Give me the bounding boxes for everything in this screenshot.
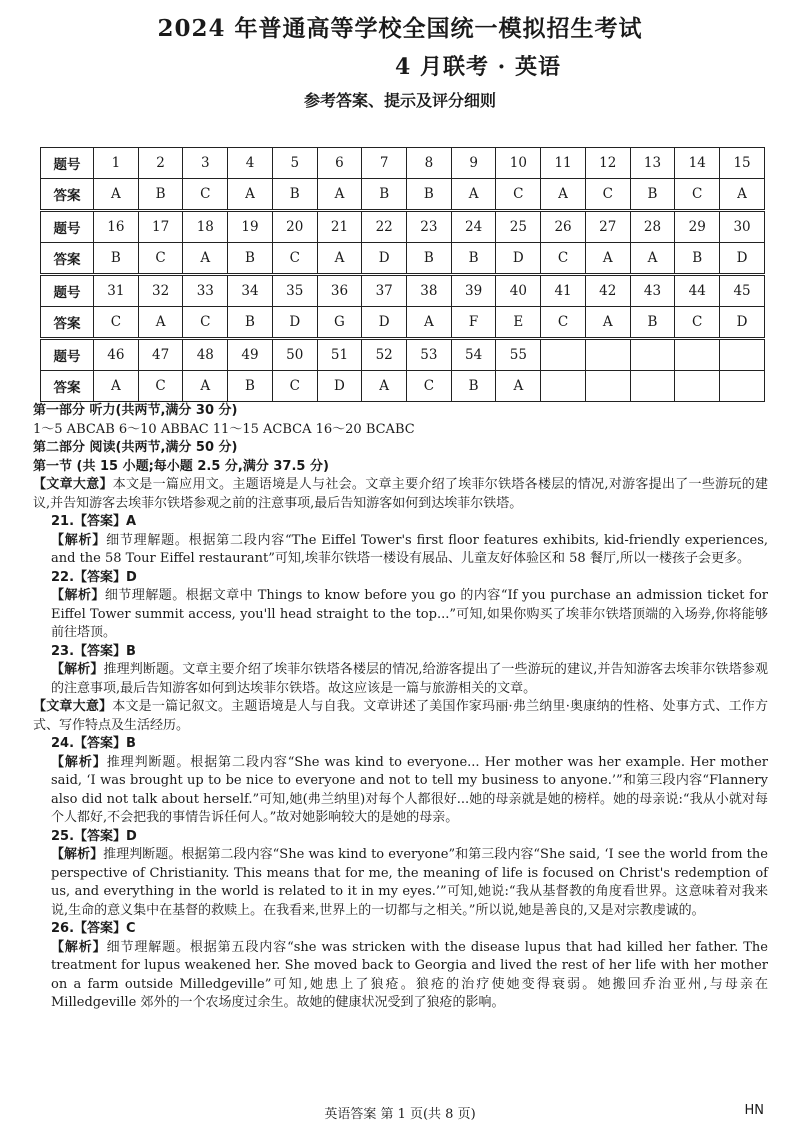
question-number-cell: 13 [630, 148, 675, 179]
question-number-cell: 9 [451, 148, 496, 179]
answer-row [41, 307, 765, 339]
question-number-cell: 32 [138, 275, 183, 307]
answer-cell: C [675, 307, 720, 339]
summary-tag: 【文章大意】 [33, 477, 113, 492]
question-number-cell: 2 [138, 148, 183, 179]
question-number-cell: 1 [94, 148, 139, 179]
question-number-cell: 46 [94, 339, 139, 371]
question-number-cell: 20 [272, 211, 317, 243]
question-number-cell: 14 [675, 148, 720, 179]
document-subtitle: 参考答案、提示及评分细则 [303, 91, 496, 110]
question-number-cell: 33 [183, 275, 228, 307]
question-number-cell: 8 [407, 148, 452, 179]
answer-cell: A [585, 307, 630, 339]
q25-analysis: 【解析】推理判断题。根据第二段内容“She was kind to everyone”和第三段内容“She said, ‘I see the world from the perspective of Christianity. This means that for me, the meaning of life is focused on Christ's redemption of us, and everything in the world is related to it in my eyes.’”可知,她说:“我从基督教的角度看世界。这意味着对我来说,生命的意义集中在基督的救赎上。在我看来,世界上的一切都与之相关。”所以说,她是善良的,又是对宗教虔诚的。 [51, 847, 768, 918]
answer-cell: B [228, 371, 273, 402]
answer-cell: A [183, 243, 228, 275]
question-number-cell: 55 [496, 339, 541, 371]
question-number-cell: 51 [317, 339, 362, 371]
question-number-cell: 36 [317, 275, 362, 307]
question-number-cell: 49 [228, 339, 273, 371]
question-number-cell: 35 [272, 275, 317, 307]
answer-cell: C [94, 307, 139, 339]
q23-answer: 23.【答案】B [51, 643, 136, 659]
answer-cell: D [720, 307, 765, 339]
answer-cell: B [407, 243, 452, 275]
row-label: 题号 [41, 211, 94, 243]
answer-cell: C [138, 371, 183, 402]
answer-cell: D [362, 307, 407, 339]
question-number-cell: 31 [94, 275, 139, 307]
answer-cell: D [496, 243, 541, 275]
answer-cell: C [272, 243, 317, 275]
answer-row [41, 179, 765, 211]
question-number-cell: 43 [630, 275, 675, 307]
answer-cell [541, 371, 586, 402]
answer-cell [675, 371, 720, 402]
question-number-cell: 53 [407, 339, 452, 371]
part1-answers: 1～5 ABCAB 6～10 ABBAC 11～15 ACBCA 16～20 BCABC [33, 421, 415, 437]
question-number-cell: 12 [585, 148, 630, 179]
answer-block [41, 339, 765, 402]
question-number-cell: 29 [675, 211, 720, 243]
q24-answer: 24.【答案】B [51, 736, 136, 751]
answer-cell: A [585, 243, 630, 275]
question-number-cell: 6 [317, 148, 362, 179]
question-number-cell: 41 [541, 275, 586, 307]
question-number-cell: 7 [362, 148, 407, 179]
question-number-cell: 52 [362, 339, 407, 371]
answer-cell: A [138, 307, 183, 339]
question-number-cell: 47 [138, 339, 183, 371]
answer-cell: A [183, 371, 228, 402]
row-label: 题号 [41, 275, 94, 307]
question-number-cell: 17 [138, 211, 183, 243]
passage-b-summary: 【文章大意】本文是一篇记叙文。主题语境是人与自我。文章讲述了美国作家玛丽·弗兰纳里·奥康纳的性格、处事方式、工作方式、写作特点及生活经历。 [33, 699, 768, 733]
question-number-cell: 38 [407, 275, 452, 307]
question-number-cell: 16 [94, 211, 139, 243]
answer-cell: B [94, 243, 139, 275]
answer-cell: C [272, 371, 317, 402]
question-number-cell: 44 [675, 275, 720, 307]
q26-answer: 26.【答案】C [51, 921, 136, 936]
question-number-cell: 42 [585, 275, 630, 307]
question-number-cell: 37 [362, 275, 407, 307]
question-number-cell: 39 [451, 275, 496, 307]
answer-cell: B [451, 243, 496, 275]
question-number-cell: 27 [585, 211, 630, 243]
region-code: HN [744, 1103, 764, 1118]
row-label: 答案 [41, 307, 94, 339]
question-number-cell: 25 [496, 211, 541, 243]
answer-cell: D [272, 307, 317, 339]
question-number-cell: 19 [228, 211, 273, 243]
answer-cell: A [630, 243, 675, 275]
answer-cell: A [362, 371, 407, 402]
answer-key-table [40, 147, 765, 402]
answer-cell [720, 371, 765, 402]
answer-cell: C [407, 371, 452, 402]
answer-cell: A [720, 179, 765, 211]
q21-answer: 21.【答案】A [51, 514, 137, 529]
question-number-cell: 28 [630, 211, 675, 243]
question-number-cell: 48 [183, 339, 228, 371]
question-number-cell: 3 [183, 148, 228, 179]
answer-cell: B [228, 307, 273, 339]
answer-cell: C [541, 243, 586, 275]
answer-cell: B [272, 179, 317, 211]
question-number-cell: 34 [228, 275, 273, 307]
question-number-cell: 40 [496, 275, 541, 307]
answer-cell: C [138, 243, 183, 275]
section1-heading: 第一节 (共 15 小题;每小题 2.5 分,满分 37.5 分) [33, 458, 329, 474]
question-number-cell [585, 339, 630, 371]
row-label: 答案 [41, 243, 94, 275]
answer-cell: A [228, 179, 273, 211]
answer-block [41, 275, 765, 339]
question-number-row [41, 148, 765, 179]
answer-cell: B [362, 179, 407, 211]
part1-heading: 第一部分 听力(共两节,满分 30 分) [33, 403, 238, 418]
question-number-cell: 18 [183, 211, 228, 243]
answer-cell [630, 371, 675, 402]
answer-row [41, 371, 765, 402]
answer-cell: A [407, 307, 452, 339]
answer-cell: C [183, 179, 228, 211]
question-number-row [41, 339, 765, 371]
answer-cell: A [317, 243, 362, 275]
answer-cell: A [94, 179, 139, 211]
answer-cell: A [496, 371, 541, 402]
q22-answer: 22.【答案】D [51, 569, 137, 585]
question-number-cell [720, 339, 765, 371]
question-number-row [41, 211, 765, 243]
answer-cell: E [496, 307, 541, 339]
question-number-cell [630, 339, 675, 371]
answer-block [41, 211, 765, 275]
answer-cell: G [317, 307, 362, 339]
answer-block [41, 148, 765, 211]
question-number-cell: 21 [317, 211, 362, 243]
question-number-cell: 15 [720, 148, 765, 179]
q23-analysis: 【解析】推理判断题。文章主要介绍了埃菲尔铁塔各楼层的情况,给游客提出了一些游玩的建议,并告知游客去埃菲尔铁塔参观的注意事项,最后告知游客如何到达埃菲尔铁塔。故这应该是一篇与旅游相关的文章。 [51, 662, 768, 696]
answer-cell: B [630, 307, 675, 339]
answer-cell: C [183, 307, 228, 339]
question-number-cell: 22 [362, 211, 407, 243]
answer-cell: B [630, 179, 675, 211]
row-label: 答案 [41, 179, 94, 211]
row-label: 题号 [41, 339, 94, 371]
answer-cell: C [541, 307, 586, 339]
question-number-cell: 30 [720, 211, 765, 243]
question-number-cell: 45 [720, 275, 765, 307]
question-number-cell: 26 [541, 211, 586, 243]
answer-cell: C [585, 179, 630, 211]
answer-cell: F [451, 307, 496, 339]
explanations-body [33, 402, 768, 1013]
answer-cell: A [94, 371, 139, 402]
answer-cell: B [138, 179, 183, 211]
answer-cell: B [407, 179, 452, 211]
answer-cell: D [720, 243, 765, 275]
question-number-cell [675, 339, 720, 371]
question-number-cell: 23 [407, 211, 452, 243]
question-number-cell: 4 [228, 148, 273, 179]
part2-heading: 第二部分 阅读(共两节,满分 50 分) [33, 440, 238, 455]
question-number-cell: 54 [451, 339, 496, 371]
answer-cell: A [451, 179, 496, 211]
answer-cell: C [496, 179, 541, 211]
question-number-cell: 50 [272, 339, 317, 371]
answer-cell: C [675, 179, 720, 211]
page-footer: 英语答案 第 1 页(共 8 页) [324, 1107, 476, 1122]
answer-cell: B [228, 243, 273, 275]
question-number-row [41, 275, 765, 307]
answer-cell: D [317, 371, 362, 402]
answer-cell: B [451, 371, 496, 402]
answer-cell: A [541, 179, 586, 211]
q26-analysis: 【解析】细节理解题。根据第五段内容“she was stricken with the disease lupus that had killed her father. The treatment for lupus weakened her. She moved back to Georgia and lived the rest of her life with her mother on a farm outside Milledgeville”可知,她患上了狼疮。狼疮的治疗使她变得衰弱。她搬回乔治亚州,与母亲在 Milledgeville 郊外的一个农场度过余生。故她的健康状况受到了狼疮的影响。 [51, 939, 768, 1010]
row-label: 题号 [41, 148, 94, 179]
answer-cell: D [362, 243, 407, 275]
q24-analysis: 【解析】推理判断题。根据第二段内容“She was kind to everyone... Her mother was her example. Her mother said, ‘I was brought up to be nice to everyone and not to tell my business to anyone.’”和第三段内容“Flannery also did not talk about herself.”可知,她(弗兰纳里)对每个人都很好...她的母亲就是她的榜样。她的母亲说:“我从小就对每个人都好,不会把我的事情告诉任何人。”故对她影响较大的是她的母亲。 [51, 754, 768, 825]
q22-analysis: 【解析】细节理解题。根据文章中 Things to know before you go 的内容“If you purchase an admission ticket for Eiffel Tower summit access, you'll head straight to the top...”可知,如果你购买了埃菲尔铁塔顶端的入场券,你将能够前往塔顶。 [51, 588, 768, 640]
q25-answer: 25.【答案】D [51, 828, 137, 844]
answer-cell: B [675, 243, 720, 275]
row-label: 答案 [41, 371, 94, 402]
passage-a-summary: 【文章大意】本文是一篇应用文。主题语境是人与社会。文章主要介绍了埃菲尔铁塔各楼层的情况,对游客提出了一些游玩的建议,并告知游客去埃菲尔铁塔参观之前的注意事项,最后告知游客如何到达埃菲尔铁塔。 [33, 477, 768, 511]
answer-cell [585, 371, 630, 402]
q21-analysis: 【解析】细节理解题。根据第二段内容“The Eiffel Tower's first floor features exhibits, kid-friendly experiences, and the 58 Tour Eiffel restaurant”可知,埃菲尔铁塔一楼设有展品、儿童友好体验区和 58 餐厅,所以一楼孩子会更多。 [51, 532, 768, 566]
exam-title: 2024 年普通高等学校全国统一模拟招生考试 [157, 15, 643, 42]
question-number-cell: 24 [451, 211, 496, 243]
answer-cell: A [317, 179, 362, 211]
question-number-cell: 11 [541, 148, 586, 179]
question-number-cell: 10 [496, 148, 541, 179]
answer-row [41, 243, 765, 275]
question-number-cell [541, 339, 586, 371]
exam-subject-title: 4 月联考 · 英语 [395, 54, 561, 80]
question-number-cell: 5 [272, 148, 317, 179]
